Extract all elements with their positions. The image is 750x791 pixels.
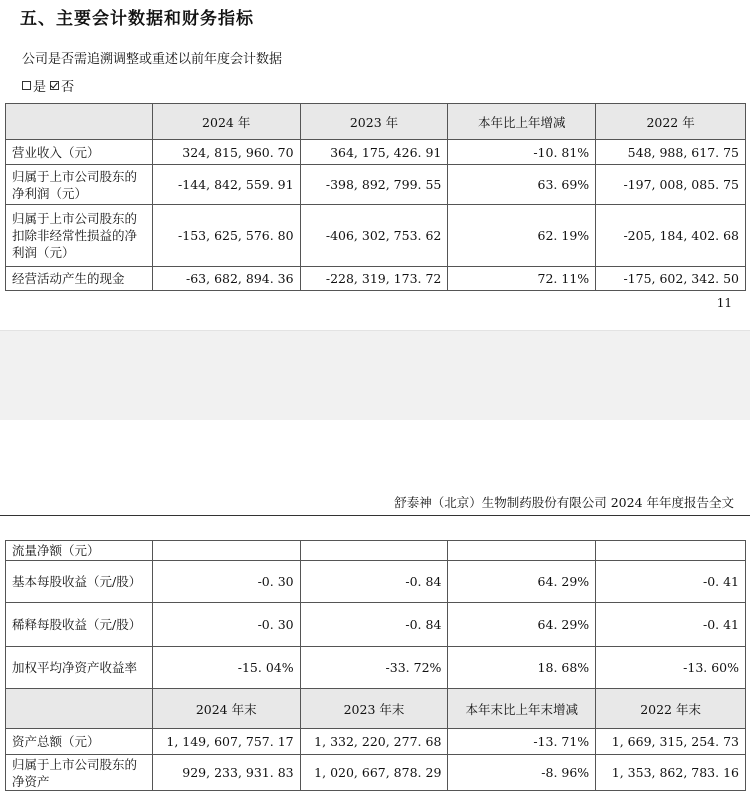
cell-2024: 324, 815, 960. 70 — [152, 140, 300, 165]
table-row — [6, 729, 746, 755]
cell-change: -13. 71% — [448, 729, 596, 755]
table-row — [6, 541, 746, 561]
cell-2023: -228, 319, 173. 72 — [300, 267, 448, 291]
header-cell-2022-end: 2022 年末 — [596, 689, 746, 729]
cell-change: -8. 96% — [448, 755, 596, 791]
row-label-continued: 流量净额（元） — [6, 541, 153, 561]
header-cell-2024-end: 2024 年末 — [152, 689, 300, 729]
header-cell-change-end: 本年末比上年末增减 — [448, 689, 596, 729]
cell-2023: -398, 892, 799. 55 — [300, 165, 448, 205]
row-label: 归属于上市公司股东的净利润（元） — [6, 165, 153, 205]
row-label: 加权平均净资产收益率 — [6, 647, 153, 689]
cell-2024: -15. 04% — [152, 647, 300, 689]
header-cell-empty — [6, 104, 153, 140]
header-cell-empty — [6, 689, 153, 729]
cell-change: 72. 11% — [448, 267, 596, 291]
financial-data-table-1 — [5, 103, 746, 291]
cell-2022: -0. 41 — [596, 561, 746, 603]
cell-2024: -63, 682, 894. 36 — [152, 267, 300, 291]
cell-2022: 548, 988, 617. 75 — [596, 140, 746, 165]
table-header-row — [6, 104, 746, 140]
cell-2023: 1, 332, 220, 277. 68 — [300, 729, 448, 755]
cell-2022: 1, 353, 862, 783. 16 — [596, 755, 746, 791]
no-checked-checkbox-icon — [50, 81, 59, 90]
table-row — [6, 165, 746, 205]
cell-2022: -197, 008, 085. 75 — [596, 165, 746, 205]
cell-2023: -33. 72% — [300, 647, 448, 689]
row-label: 归属于上市公司股东的净资产 — [6, 755, 153, 791]
cell-2024: -144, 842, 559. 91 — [152, 165, 300, 205]
page-number: 11 — [716, 296, 732, 310]
cell-change: -10. 81% — [448, 140, 596, 165]
cell-2024: -153, 625, 576. 80 — [152, 205, 300, 267]
table-header-row — [6, 689, 746, 729]
header-cell-change: 本年比上年增减 — [448, 104, 596, 140]
table-row — [6, 561, 746, 603]
cell-2023: 364, 175, 426. 91 — [300, 140, 448, 165]
cell-change: 64. 29% — [448, 603, 596, 647]
cell-change: 18. 68% — [448, 647, 596, 689]
restatement-question: 公司是否需追溯调整或重述以前年度会计数据 — [22, 52, 283, 67]
cell-change: 63. 69% — [448, 165, 596, 205]
header-cell-2023-end: 2023 年末 — [300, 689, 448, 729]
cell-2022: -205, 184, 402. 68 — [596, 205, 746, 267]
cell-2023: -406, 302, 753. 62 — [300, 205, 448, 267]
cell-2023: -0. 84 — [300, 603, 448, 647]
table-row — [6, 140, 746, 165]
cell-change: 62. 19% — [448, 205, 596, 267]
cell-2022: -175, 602, 342. 50 — [596, 267, 746, 291]
cell-change: 64. 29% — [448, 561, 596, 603]
row-label: 营业收入（元） — [6, 140, 153, 165]
table-row — [6, 603, 746, 647]
table-row — [6, 647, 746, 689]
section-title: 五、主要会计数据和财务指标 — [20, 9, 254, 29]
row-label: 归属于上市公司股东的扣除非经常性损益的净利润（元） — [6, 205, 153, 267]
page-gap — [0, 330, 750, 421]
row-label: 资产总额（元） — [6, 729, 153, 755]
document-page-top — [0, 0, 750, 330]
cell-2024: -0. 30 — [152, 603, 300, 647]
yes-checkbox-icon — [22, 81, 31, 90]
header-cell-2022: 2022 年 — [596, 104, 746, 140]
table-row — [6, 205, 746, 267]
header-divider — [0, 515, 750, 516]
yes-label: 是 — [33, 80, 47, 95]
restatement-answer — [22, 76, 74, 95]
cell-2023: 1, 020, 667, 878. 29 — [300, 755, 448, 791]
row-label: 经营活动产生的现金 — [6, 267, 153, 291]
table-row — [6, 755, 746, 791]
cell-2024: 1, 149, 607, 757. 17 — [152, 729, 300, 755]
cell-2023: -0. 84 — [300, 561, 448, 603]
financial-data-table-2 — [5, 540, 746, 791]
cell-2024: -0. 30 — [152, 561, 300, 603]
cell-2022: 1, 669, 315, 254. 73 — [596, 729, 746, 755]
cell-2022: -13. 60% — [596, 647, 746, 689]
header-cell-2024: 2024 年 — [152, 104, 300, 140]
header-cell-2023: 2023 年 — [300, 104, 448, 140]
cell-2024: 929, 233, 931. 83 — [152, 755, 300, 791]
table-row — [6, 267, 746, 291]
row-label: 基本每股收益（元/股） — [6, 561, 153, 603]
row-label: 稀释每股收益（元/股） — [6, 603, 153, 647]
no-label: 否 — [61, 80, 75, 95]
document-page-bottom — [0, 420, 750, 788]
report-running-header: 舒泰神（北京）生物制药股份有限公司 2024 年年度报告全文 — [394, 495, 734, 510]
cell-2022: -0. 41 — [596, 603, 746, 647]
